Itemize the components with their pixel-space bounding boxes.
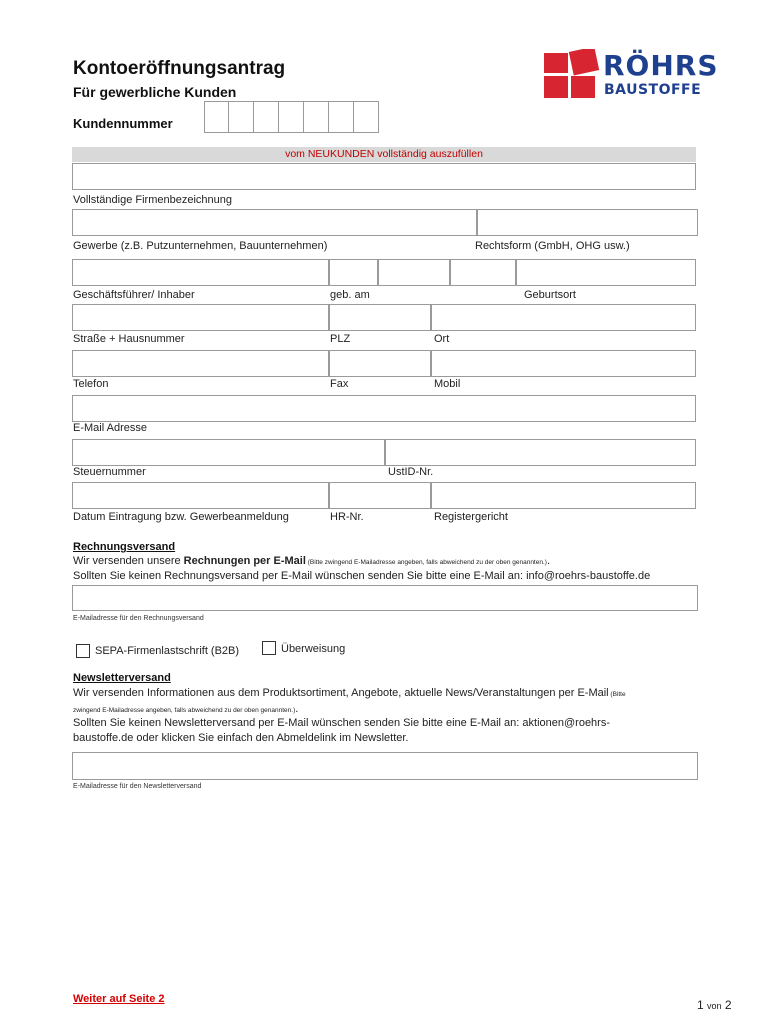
newsletter-info-text-cont: zwingend E-Mailadresse angeben, falls abweichend zu der oben genannten.). [73,703,299,715]
customer-number-digit[interactable] [304,101,329,133]
newsletter-info-text: Wir versenden Informationen aus dem Produktsortiment, Angebote, aktuelle News/Veranstaltungen per E-Mail (Bitte [73,687,626,699]
birth-place-label: Geburtsort [524,289,576,301]
zip-input[interactable] [329,304,431,331]
logo-wordmark: RÖHRS [603,49,719,82]
mobile-label: Mobil [434,378,461,390]
managing-director-input[interactable] [72,259,329,286]
vat-id-input[interactable] [385,439,696,466]
birth-month-input[interactable] [378,259,450,286]
tax-number-label: Steuernummer [73,466,146,478]
birth-day-input[interactable] [329,259,378,286]
email-label: E-Mail Adresse [73,422,147,434]
page-subtitle: Für gewerbliche Kunden [73,84,237,100]
phone-label: Telefon [73,378,109,390]
banner-text: vom NEUKUNDEN vollständig auszufüllen [285,148,483,160]
newsletter-email-caption: E-Mailadresse für den Newsletterversand [73,783,202,790]
birth-year-input[interactable] [450,259,516,286]
city-input[interactable] [431,304,696,331]
page-title: Kontoeröffnungsantrag [73,58,286,79]
street-input[interactable] [72,304,329,331]
email-input[interactable] [72,395,696,422]
logo-subline: BAUSTOFFE [604,82,702,98]
customer-number-digit[interactable] [329,101,354,133]
registration-date-label: Datum Eintragung bzw. Gewerbeanmeldung [73,511,289,523]
birth-place-input[interactable] [516,259,696,286]
customer-number-digit[interactable] [204,101,229,133]
vat-id-label: UstID-Nr. [388,466,434,478]
zip-label: PLZ [330,333,351,345]
city-label: Ort [434,333,450,345]
customer-number-digit[interactable] [229,101,254,133]
managing-director-label: Geschäftsführer/ Inhaber [73,289,195,301]
invoice-email-input[interactable] [72,585,698,611]
newsletter-optout-text: Sollten Sie keinen Newsletterversand per E-Mail wünschen senden Sie bitte eine E-Mail an: aktionen@roehrs- [73,717,611,729]
fax-label: Fax [330,378,349,390]
page-counter: 1 von 2 [697,998,732,1012]
street-label: Straße + Hausnummer [73,333,185,345]
customer-number-digit[interactable] [354,101,379,133]
transfer-checkbox[interactable] [262,641,276,655]
hr-number-input[interactable] [329,482,431,509]
newsletter-section-heading: Newsletterversand [73,672,171,684]
tax-number-input[interactable] [72,439,385,466]
invoice-info-text: Wir versenden unsere Rechnungen per E-Mail (Bitte zwingend E-Mailadresse angeben, falls abweichend zu der oben genannten.). [73,555,550,567]
customer-number-digit[interactable] [254,101,279,133]
newsletter-optout-text-cont: baustoffe.de oder klicken Sie einfach den Abmeldelink im Newsletter. [73,732,409,744]
customer-number-label: Kundennummer [73,116,173,131]
invoice-email-caption: E-Mailadresse für den Rechnungsversand [73,615,204,622]
birth-date-label: geb. am [330,289,370,301]
trade-input[interactable] [72,209,477,236]
registry-court-input[interactable] [431,482,696,509]
hr-number-label: HR-Nr. [330,511,364,523]
registration-date-input[interactable] [72,482,329,509]
company-logo-mark [544,49,600,99]
registry-court-label: Registergericht [434,511,508,523]
legal-form-input[interactable] [477,209,698,236]
company-name-input[interactable] [72,163,696,190]
phone-input[interactable] [72,350,329,377]
fax-input[interactable] [329,350,431,377]
invoice-section-heading: Rechnungsversand [73,541,176,553]
transfer-label: Überweisung [281,643,346,655]
sepa-checkbox[interactable] [76,644,90,658]
customer-number-digit[interactable] [279,101,304,133]
sepa-label: SEPA-Firmenlastschrift (B2B) [95,645,240,657]
newsletter-email-input[interactable] [72,752,698,780]
trade-label: Gewerbe (z.B. Putzunternehmen, Bauunternehmen) [73,240,328,252]
mobile-input[interactable] [431,350,696,377]
legal-form-label: Rechtsform (GmbH, OHG usw.) [475,240,630,252]
invoice-optout-text: Sollten Sie keinen Rechnungsversand per E-Mail wünschen senden Sie bitte eine E-Mail an: info@roehrs-baustoffe.de [73,570,651,582]
new-customer-banner [72,147,696,162]
company-name-label: Vollständige Firmenbezeichnung [73,194,232,206]
next-page-link[interactable]: Weiter auf Seite 2 [73,993,165,1005]
